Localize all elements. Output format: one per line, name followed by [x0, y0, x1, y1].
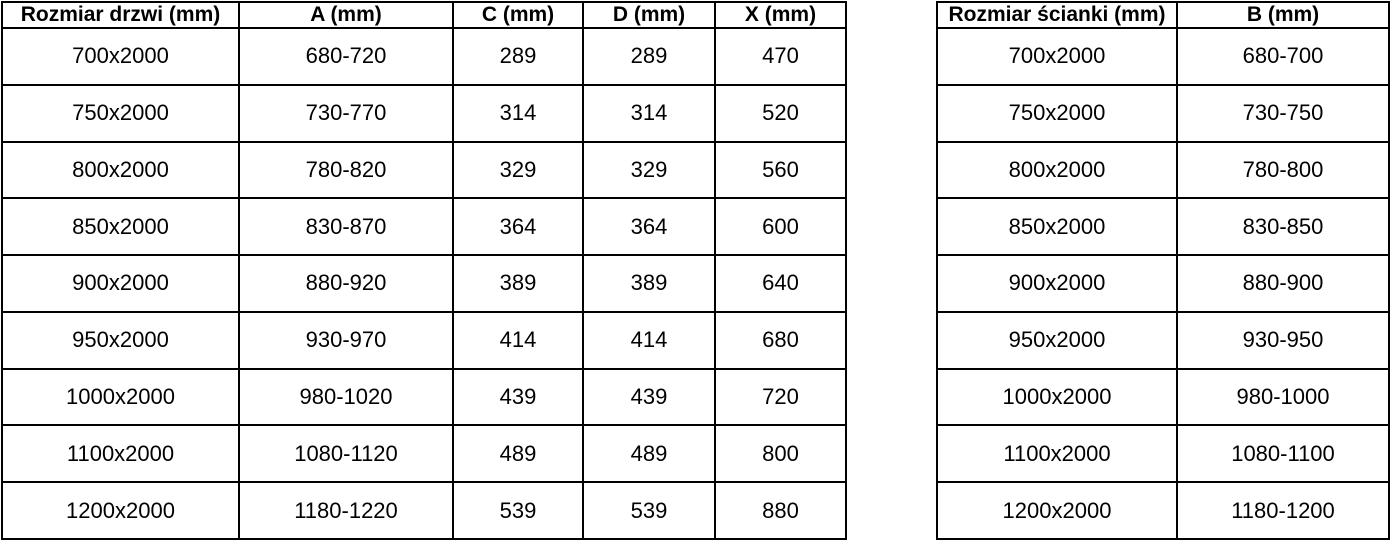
table-cell: 489	[453, 425, 583, 482]
door-size-table	[1, 1, 847, 540]
table-cell: 730-750	[1177, 85, 1389, 142]
table-cell: 1180-1220	[239, 482, 453, 539]
table-cell: 1080-1100	[1177, 425, 1389, 482]
wall-size-table	[936, 1, 1390, 540]
table-cell: 980-1000	[1177, 369, 1389, 426]
table-cell: 950x2000	[937, 312, 1177, 369]
table-cell: 329	[453, 142, 583, 199]
table-cell: 1100x2000	[2, 425, 239, 482]
table-cell: 700x2000	[2, 28, 239, 85]
table-row	[937, 85, 1389, 142]
table-cell: 414	[453, 312, 583, 369]
table-cell: 1100x2000	[937, 425, 1177, 482]
table-cell: 389	[583, 255, 715, 312]
table-cell: 850x2000	[937, 198, 1177, 255]
table-cell: 289	[583, 28, 715, 85]
table-cell: 314	[453, 85, 583, 142]
table-cell: 930-950	[1177, 312, 1389, 369]
column-header: Rozmiar drzwi (mm)	[2, 2, 239, 28]
column-header: Rozmiar ścianki (mm)	[937, 2, 1177, 28]
table-cell: 364	[583, 198, 715, 255]
table-cell: 600	[715, 198, 846, 255]
table-cell: 289	[453, 28, 583, 85]
table-row	[937, 482, 1389, 539]
table-row	[2, 369, 846, 426]
table-cell: 950x2000	[2, 312, 239, 369]
table-row	[2, 425, 846, 482]
table-cell: 1000x2000	[937, 369, 1177, 426]
table-row	[937, 142, 1389, 199]
table-cell: 439	[453, 369, 583, 426]
table-cell: 900x2000	[937, 255, 1177, 312]
table-row	[2, 198, 846, 255]
table-cell: 364	[453, 198, 583, 255]
table-cell: 750x2000	[2, 85, 239, 142]
column-header: C (mm)	[453, 2, 583, 28]
table-row	[937, 369, 1389, 426]
table-cell: 900x2000	[2, 255, 239, 312]
table-row	[937, 255, 1389, 312]
door-table-header-row	[2, 2, 846, 28]
table-cell: 830-850	[1177, 198, 1389, 255]
table-cell: 680-720	[239, 28, 453, 85]
table-cell: 439	[583, 369, 715, 426]
column-header: D (mm)	[583, 2, 715, 28]
table-cell: 800	[715, 425, 846, 482]
table-cell: 880-900	[1177, 255, 1389, 312]
table-cell: 640	[715, 255, 846, 312]
table-cell: 1080-1120	[239, 425, 453, 482]
table-row	[2, 28, 846, 85]
table-cell: 1180-1200	[1177, 482, 1389, 539]
table-cell: 750x2000	[937, 85, 1177, 142]
column-header: X (mm)	[715, 2, 846, 28]
table-cell: 720	[715, 369, 846, 426]
table-cell: 780-800	[1177, 142, 1389, 199]
table-cell: 730-770	[239, 85, 453, 142]
table-cell: 414	[583, 312, 715, 369]
table-cell: 314	[583, 85, 715, 142]
table-cell: 539	[583, 482, 715, 539]
table-cell: 389	[453, 255, 583, 312]
table-row	[937, 425, 1389, 482]
wall-table-header-row	[937, 2, 1389, 28]
table-cell: 980-1020	[239, 369, 453, 426]
table-cell: 830-870	[239, 198, 453, 255]
table-cell: 780-820	[239, 142, 453, 199]
table-row	[2, 85, 846, 142]
table-row	[937, 312, 1389, 369]
table-cell: 560	[715, 142, 846, 199]
table-cell: 470	[715, 28, 846, 85]
column-header: B (mm)	[1177, 2, 1389, 28]
table-row	[937, 198, 1389, 255]
column-header: A (mm)	[239, 2, 453, 28]
table-cell: 1200x2000	[2, 482, 239, 539]
table-cell: 1200x2000	[937, 482, 1177, 539]
table-row	[2, 142, 846, 199]
table-cell: 1000x2000	[2, 369, 239, 426]
table-cell: 880	[715, 482, 846, 539]
table-row	[2, 482, 846, 539]
table-cell: 329	[583, 142, 715, 199]
table-cell: 700x2000	[937, 28, 1177, 85]
table-cell: 800x2000	[937, 142, 1177, 199]
table-cell: 680-700	[1177, 28, 1389, 85]
table-cell: 489	[583, 425, 715, 482]
table-cell: 880-920	[239, 255, 453, 312]
table-cell: 520	[715, 85, 846, 142]
table-cell: 850x2000	[2, 198, 239, 255]
table-row	[937, 28, 1389, 85]
table-cell: 800x2000	[2, 142, 239, 199]
table-row	[2, 255, 846, 312]
table-cell: 930-970	[239, 312, 453, 369]
table-cell: 680	[715, 312, 846, 369]
table-row	[2, 312, 846, 369]
table-cell: 539	[453, 482, 583, 539]
